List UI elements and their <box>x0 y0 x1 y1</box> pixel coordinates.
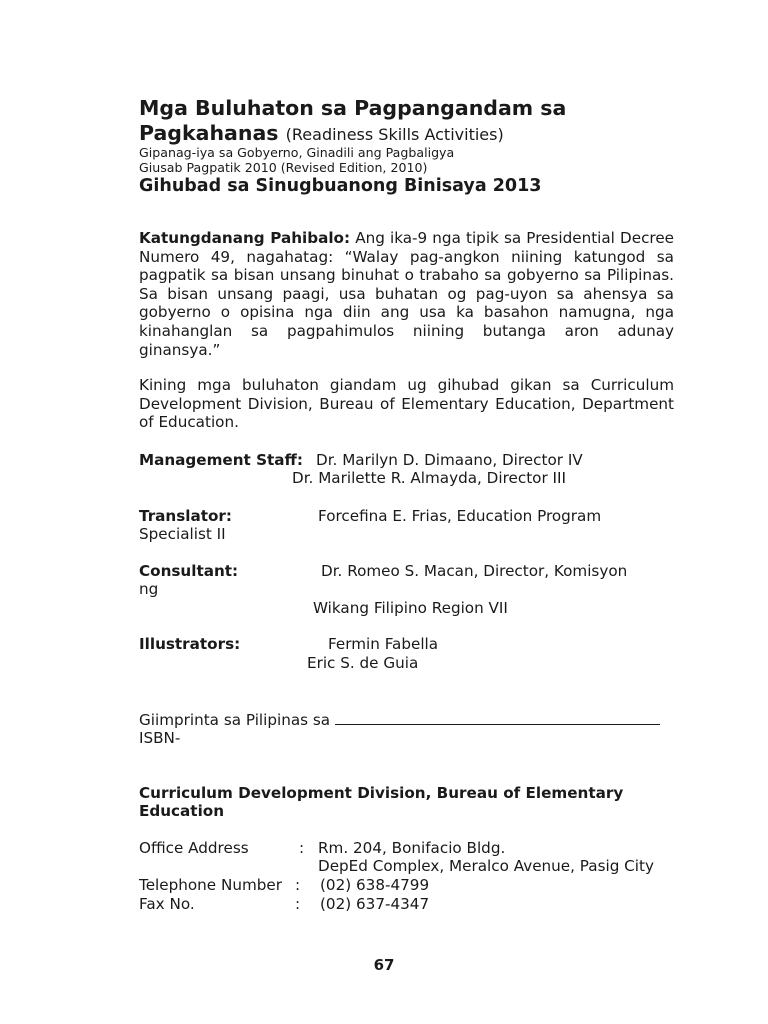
printing-text: Giimprinta sa Pilipinas sa <box>139 711 331 729</box>
translator-line1: Forcefina E. Frias, Education Program <box>318 507 602 525</box>
consultant-line1: Dr. Romeo S. Macan, Director, Komisyon <box>321 562 628 580</box>
division-line2: Education <box>139 802 225 820</box>
illustrators-label: Illustrators: <box>139 635 241 653</box>
book-title-line1: Mga Buluhaton sa Pagpangandam sa <box>139 96 567 120</box>
office-address-separator: : <box>299 839 305 857</box>
consultant-line3: Wikang Filipino Region VII <box>313 599 508 617</box>
office-address-label: Office Address <box>139 839 249 857</box>
book-subtitle: (Readiness Skills Activities) <box>285 125 504 144</box>
fax-number: (02) 637-4347 <box>320 895 430 913</box>
telephone-separator: : <box>295 876 301 894</box>
book-title-word: Pagkahanas <box>139 121 279 145</box>
origin-paragraph: Kining mga buluhaton giandam ug gihubad gikan sa Curriculum Development Division, Bureau of Elementary Education, Department of Education. <box>139 376 674 432</box>
consultant-label: Consultant: <box>139 562 239 580</box>
telephone-label: Telephone Number <box>139 876 282 894</box>
copyright-text: Ang ika-9 nga tipik sa Presidential Decree Numero 49, nagahatag: “Walay pag-angkon niining katungod sa pagpatik sa bisan unsang binuhat o trabaho sa gobyerno sa Pilipinas. Sa bisan unsang paagi, usa buhatan og pag-uyon sa ahensya sa gobyerno o opisina nga diin ang usa ka basahon namugna, nga kinahanglan sa pagpahimulos niining butanga aron adunay ginansya.” <box>139 229 675 359</box>
fax-separator: : <box>295 895 301 913</box>
printing-blank-line <box>335 710 660 725</box>
copyright-notice <box>139 229 674 359</box>
edition-note: Giusab Pagpatik 2010 (Revised Edition, 2010) <box>139 160 428 175</box>
office-address-line2: DepEd Complex, Meralco Avenue, Pasig City <box>318 857 654 875</box>
translator-label: Translator: <box>139 507 232 525</box>
division-line1: Curriculum Development Division, Bureau of Elementary <box>139 784 624 802</box>
consultant-line2: ng <box>139 580 159 598</box>
office-address-line1: Rm. 204, Bonifacio Bldg. <box>318 839 506 857</box>
isbn-line: ISBN- <box>139 729 181 747</box>
book-title-line2 <box>139 121 504 147</box>
telephone-number: (02) 638-4799 <box>320 876 430 894</box>
ownership-note: Gipanag-iya sa Gobyerno, Ginadili ang Pagbaligya <box>139 145 455 160</box>
copyright-label: Katungdanang Pahibalo: <box>139 229 351 247</box>
translation-heading: Gihubad sa Sinugbuanong Binisaya 2013 <box>139 176 542 196</box>
page-number: 67 <box>373 956 395 974</box>
management-line2: Dr. Marilette R. Almayda, Director III <box>292 469 566 487</box>
translator-line2: Specialist II <box>139 525 226 543</box>
management-line1: Dr. Marilyn D. Dimaano, Director IV <box>316 451 583 469</box>
illustrators-line2: Eric S. de Guia <box>307 654 419 672</box>
illustrators-line1: Fermin Fabella <box>328 635 439 653</box>
management-label: Management Staff: <box>139 451 303 469</box>
fax-label: Fax No. <box>139 895 195 913</box>
printing-line <box>139 710 660 730</box>
